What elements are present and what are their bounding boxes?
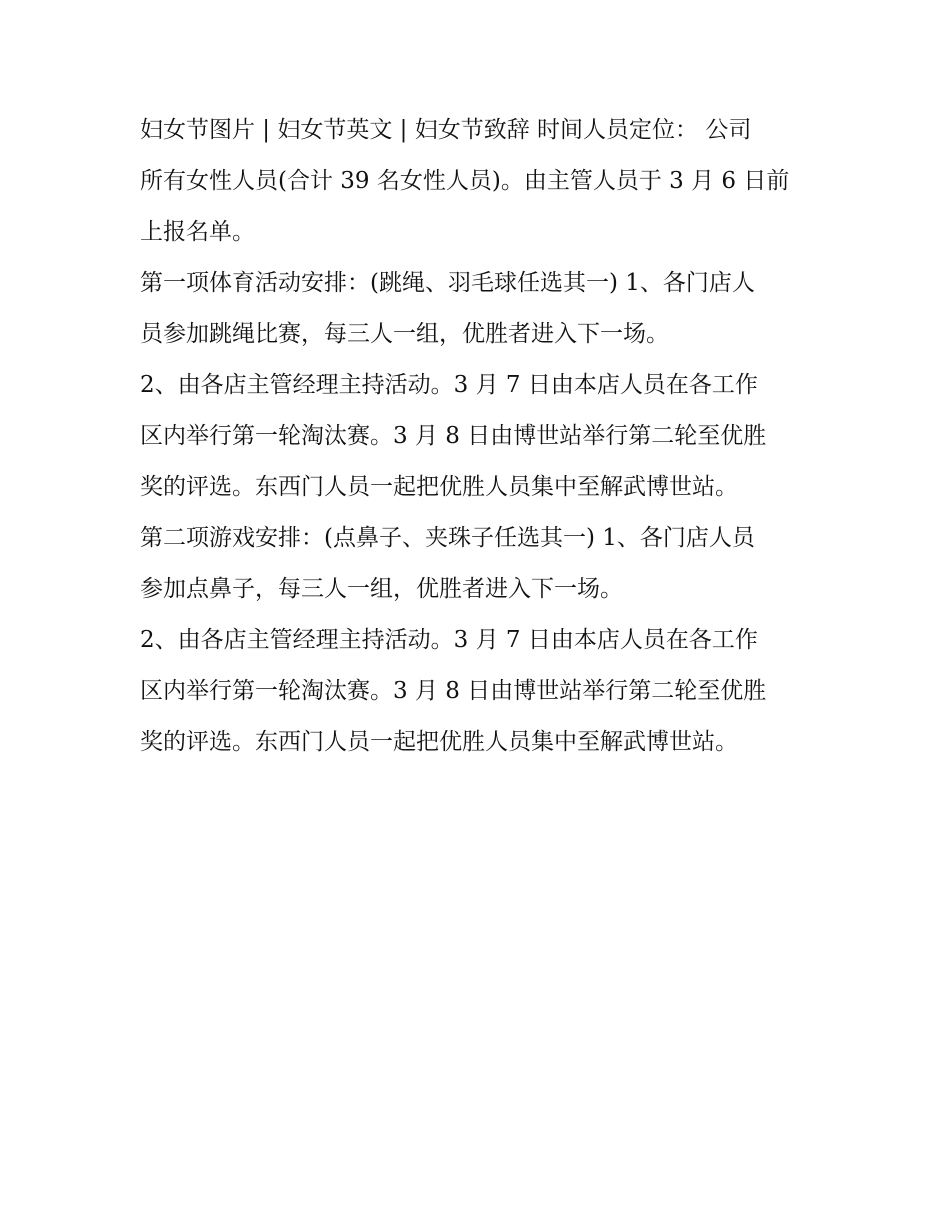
- text-line-6: 2、由各店主管经理主持活动。3 月 7 日由本店人员在各工作: [140, 372, 758, 398]
- text-line-8: 奖的评选。东西门人员一起把优胜人员集中至解武博世站。: [140, 474, 738, 500]
- text-line-2: 所有女性人员(合计 39 名女性人员)。由主管人员于 3 月 6 日前: [140, 168, 790, 194]
- text-line-4: 第一项体育活动安排：(跳绳、羽毛球任选其一) 1、各门店人: [140, 270, 755, 296]
- text-line-9: 第二项游戏安排：(点鼻子、夹珠子任选其一) 1、各门店人员: [140, 525, 755, 551]
- text-line-10: 参加点鼻子，每三人一组，优胜者进入下一场。: [140, 576, 623, 602]
- text-line-3: 上报名单。: [140, 219, 255, 245]
- text-line-12: 区内举行第一轮淘汰赛。3 月 8 日由博世站举行第二轮至优胜: [140, 678, 767, 704]
- text-line-13: 奖的评选。东西门人员一起把优胜人员集中至解武博世站。: [140, 729, 738, 755]
- text-line-5: 员参加跳绳比赛，每三人一组，优胜者进入下一场。: [140, 321, 669, 347]
- text-line-7: 区内举行第一轮淘汰赛。3 月 8 日由博世站举行第二轮至优胜: [140, 423, 767, 449]
- document-body: [140, 105, 820, 768]
- text-line-1: 妇女节图片 | 妇女节英文 | 妇女节致辞 时间人员定位： 公司: [140, 117, 752, 143]
- text-line-11: 2、由各店主管经理主持活动。3 月 7 日由本店人员在各工作: [140, 627, 758, 653]
